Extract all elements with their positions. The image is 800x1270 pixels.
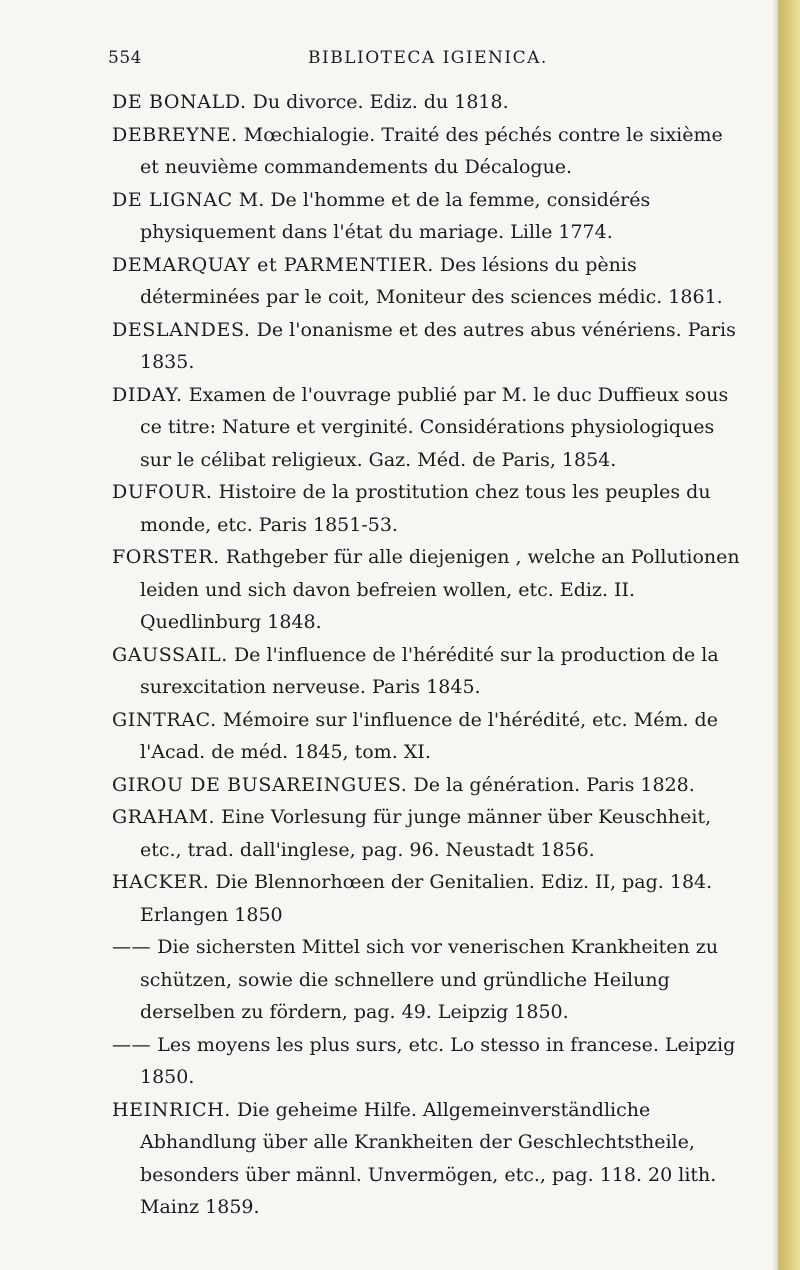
- entry-author: DEBREYNE.: [112, 123, 238, 146]
- entry-author: GIROU DE BUSAREINGUES.: [112, 773, 408, 796]
- entry-author: GRAHAM.: [112, 806, 216, 828]
- entry-author: GAUSSAIL.: [112, 643, 228, 666]
- entry-author: FORSTER.: [112, 546, 220, 568]
- entry-author: DE LIGNAC: [112, 188, 233, 211]
- bibliography-entry: [112, 801, 742, 866]
- bibliography-entry: [112, 314, 742, 379]
- bibliography-entry: [112, 86, 742, 119]
- entry-text: Des lésions du pènis déterminées par le coit, Moniteur des sciences médic. 1861.: [140, 253, 723, 308]
- entry-author: DUFOUR.: [112, 481, 213, 503]
- bibliography-entry: [112, 379, 742, 477]
- book-edge: [778, 0, 800, 1270]
- bibliography-entry: [112, 1029, 742, 1094]
- entry-text: Die sichersten Mittel sich vor venerischen Krankheiten zu schützen, sowie die schnellere und gründliche Heilung derselben zu fördern, pag. 49. Leipzig 1850.: [140, 936, 719, 1023]
- entry-author: DEMARQUAY et PARMENTIER.: [112, 253, 434, 276]
- entry-author: HACKER.: [112, 871, 210, 893]
- entry-author: ——: [112, 1033, 152, 1056]
- entry-text: Die Blennorhœen der Genitalien. Ediz. II, pag. 184. Erlangen 1850: [140, 871, 713, 926]
- entry-text: De la génération. Paris 1828.: [413, 773, 695, 796]
- bibliography-list: [112, 86, 742, 1224]
- bibliography-entry: [112, 119, 742, 184]
- entry-text: Rathgeber für alle diejenigen , welche an Pollutionen leiden und sich davon befreien wollen, etc. Ediz. II. Quedlinburg 1848.: [140, 546, 740, 633]
- entry-author: HEINRICH.: [112, 1098, 231, 1121]
- bibliography-entry: [112, 476, 742, 541]
- entry-author: GINTRAC.: [112, 708, 217, 731]
- entry-text: Les moyens les plus surs, etc. Lo stesso in francese. Leipzig 1850.: [140, 1033, 736, 1088]
- entry-text: Histoire de la prostitution chez tous les peuples du monde, etc. Paris 1851-53.: [140, 481, 711, 536]
- entry-author: DIDAY.: [112, 383, 183, 406]
- entry-text: Examen de l'ouvrage publié par M. le duc Duffieux sous ce titre: Nature et verginité. Considérations physiologiques sur le célibat religieux. Gaz. Méd. de Paris, 1854.: [140, 383, 729, 471]
- bibliography-entry: [112, 704, 742, 769]
- entry-text: Eine Vorlesung für junge männer über Keuschheit, etc., trad. dall'inglese, pag. 96. Neustadt 1856.: [140, 806, 712, 861]
- bibliography-entry: [112, 184, 742, 249]
- bibliography-entry: [112, 1094, 742, 1224]
- entry-author: DE BONALD.: [112, 91, 247, 113]
- bibliography-entry: [112, 866, 742, 931]
- entry-text: Du divorce. Ediz. du 1818.: [252, 91, 509, 113]
- bibliography-entry: [112, 769, 742, 802]
- bibliography-entry: [112, 931, 742, 1029]
- entry-text: Die geheime Hilfe. Allgemeinverständliche Abhandlung über alle Krankheiten der Geschlechtstheile, besonders über männl. Unvermögen, etc., pag. 118. 20 lith. Mainz 1859.: [140, 1098, 717, 1218]
- bibliography-entry: [112, 541, 742, 639]
- entry-text: Mémoire sur l'influence de l'hérédité, etc. Mém. de l'Acad. de méd. 1845, tom. XI.: [140, 708, 718, 763]
- entry-text: Mœchialogie. Traité des péchés contre le sixième et neuvième commandements du Décalogue.: [140, 123, 723, 178]
- bibliography-entry: [112, 639, 742, 704]
- entry-text: De l'onanisme et des autres abus vénériens. Paris 1835.: [140, 318, 736, 373]
- page-number: 554: [108, 48, 142, 68]
- page-header: [108, 48, 748, 78]
- entry-text: De l'influence de l'hérédité sur la production de la surexcitation nerveuse. Paris 1845.: [140, 643, 719, 698]
- bibliography-entry: [112, 249, 742, 314]
- entry-author: ——: [112, 936, 152, 958]
- entry-text: M. De l'homme et de la femme, considérés physiquement dans l'état du mariage. Lille 1774.: [140, 188, 651, 243]
- entry-author: DESLANDES.: [112, 318, 251, 341]
- running-title: BIBLIOTECA IGIENICA.: [308, 48, 548, 68]
